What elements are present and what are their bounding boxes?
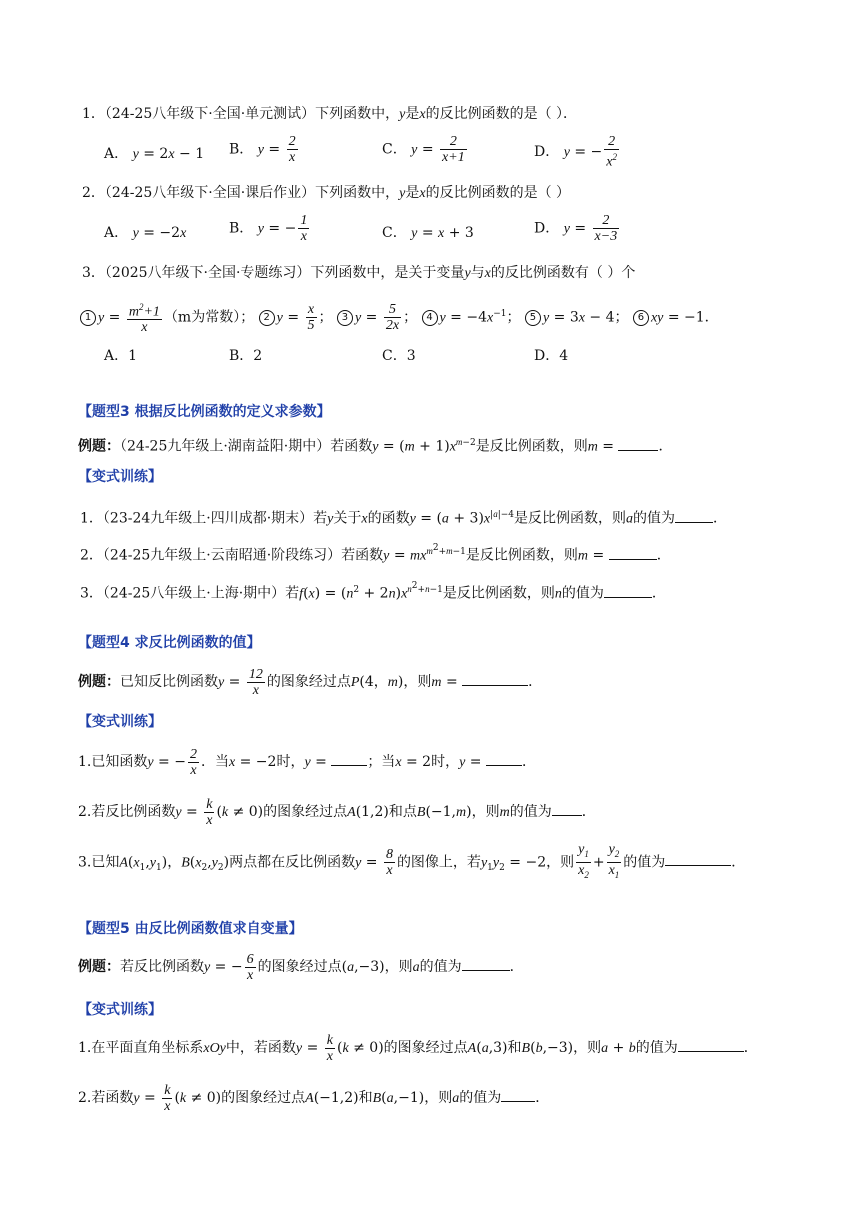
- q3-stem: 3．（2025八年级下·全国·专题练习）下列函数中，是关于变量y与x的反比例函数有（ ）个: [82, 265, 636, 281]
- topic5-practice-heading: 【变式训练】: [78, 1002, 162, 1018]
- q2-option-b: B． y = − $\frac{1}{x}$: [229, 213, 308, 244]
- topic3-practice-1: 1．（23-24九年级上·四川成都·期末）若y关于x的函数$y = (a + 3)x^{|a|-4}$是反比例函数，则a的值为 ．: [80, 509, 727, 527]
- topic4-practice-2: 2.若反比例函数y = $\frac{k}{x}$ (k ≠ 0)的图象经过点A(1,2)和点B(−1,m)，则m的值为 ．: [78, 796, 596, 828]
- q2-stem: 2．（24-25八年级下·全国·课后作业）下列函数中，y是x的反比例函数的是（ ）: [82, 185, 571, 201]
- q1-option-a: A． y = 2x − 1: [104, 146, 205, 162]
- topic4-practice-1: 1.已知函数y = − $\frac{2}{x}$ ．当x = −2时，y = ；当x = 2时，y = ．: [78, 746, 536, 778]
- topic3-practice-3: 3．（24-25八年级上·上海·期中）若$f(x) = (n^2 + 2n)x^{n^2+n-1}$是反比例函数，则n的值为 ．: [80, 581, 666, 602]
- q2-option-c: C． y = x + 3: [382, 225, 474, 241]
- q2-options: [104, 213, 804, 253]
- q1-option-c: C． y = $\frac{2}{x+1}$: [382, 134, 465, 165]
- topic3-practice-heading: 【变式训练】: [78, 469, 162, 485]
- topic3-heading: 【题型3 根据反比例函数的定义求参数】: [78, 404, 331, 420]
- q1-option-d: D． y = − $\frac{2}{x^2}$: [534, 134, 617, 170]
- topic4-example: 例题：已知反比例函数y = $\frac{12}{x}$ 的图象经过点P(4，m)，则m = ．: [78, 666, 543, 698]
- q1-options: [104, 134, 804, 174]
- q1-option-b: B． y = $\frac{2}{x}$: [229, 134, 296, 165]
- topic5-practice-1: 1.在平面直角坐标系xOy中，若函数y = $\frac{k}{x}$ (k ≠ 0)的图象经过点A(a,3)和B(b,−3)，则a + b的值为 ．: [78, 1032, 758, 1064]
- topic5-practice-2: 2.若函数y = $\frac{k}{x}$ (k ≠ 0)的图象经过点A(−1,2)和B(a,−1)，则a的值为 ．: [78, 1082, 550, 1114]
- q3-items: 1 y = $\frac{m^2+1}{x}$ （m为常数）； 2 y = $\frac{x}{5}$ ； 3 y = $\frac{5}{2x}$ ； 4 $y = -4x^{-1}$； 5 y = 3x − 4； 6 xy = −1．: [80, 295, 719, 335]
- q3-option-c: C．3: [382, 348, 416, 364]
- q2-option-a: A． y = −2x: [104, 225, 187, 241]
- q2-option-d: D． y = $\frac{2}{x-3}$: [534, 213, 618, 244]
- topic5-example: 例题：若反比例函数y = − $\frac{6}{x}$ 的图象经过点(a,−3)，则a的值为 ．: [78, 951, 524, 983]
- q3-option-a: A．1: [104, 348, 138, 364]
- topic3-practice-2: 2．（24-25九年级上·云南昭通·阶段练习）若函数$y = mx^{m^2+m-1}$是反比例函数，则m = ．: [80, 543, 671, 564]
- topic3-example: 例题：（24-25九年级上·湖南益阳·期中）若函数$y = (m + 1)x^{m-2}$是反比例函数，则m = ．: [78, 437, 673, 455]
- q3-option-b: B．2: [229, 348, 263, 364]
- topic4-practice-3: 3.已知$A(x_1,y_1)$，$B(x_2,y_2)$两点都在反比例函数y = $\frac{8}{x}$ 的图像上，若$y_1y_2 = -2$，则 $\frac{y_1}{x_2}$ + $\frac{y_2}{x_1}$ 的值为 ．: [78, 842, 746, 880]
- topic4-heading: 【题型4 求反比例函数的值】: [78, 635, 261, 651]
- q3-option-d: D．4: [534, 348, 569, 364]
- topic5-heading: 【题型5 由反比例函数值求自变量】: [78, 921, 303, 937]
- q3-options: [104, 346, 804, 366]
- q1-stem: 1．（24-25八年级下·全国·单元测试）下列函数中，y是x的反比例函数的是（ ）．: [82, 106, 578, 122]
- topic4-practice-heading: 【变式训练】: [78, 714, 162, 730]
